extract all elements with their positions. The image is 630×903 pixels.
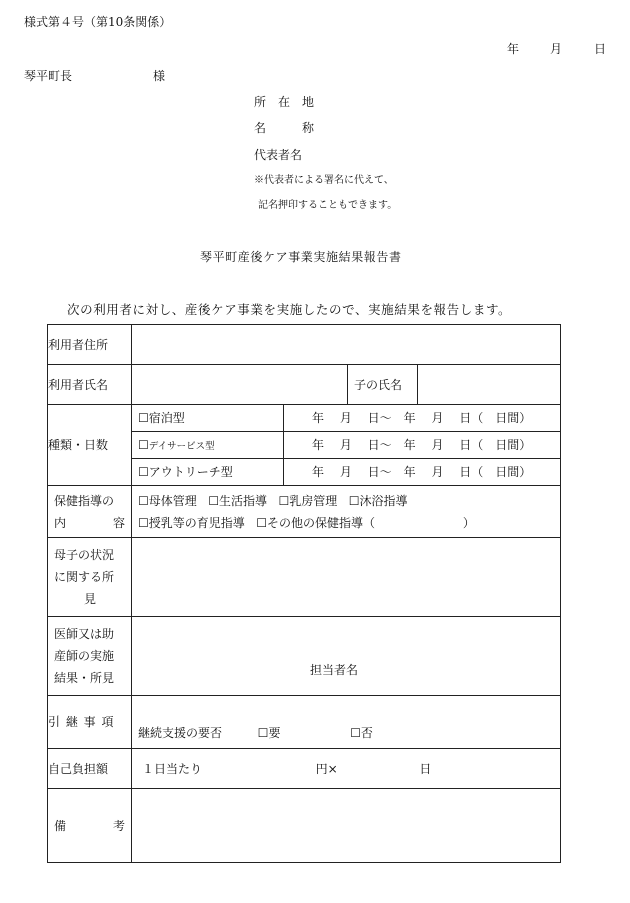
row-user-name: [48, 365, 561, 405]
days-label: 日: [419, 761, 432, 776]
user-address-field[interactable]: [132, 325, 561, 365]
row-guidance: [48, 486, 561, 538]
remarks-label-char-a: 備: [54, 818, 67, 833]
remarks-label-spread: [48, 820, 131, 832]
handover-field: [132, 696, 561, 749]
addressee-honorific: 様: [153, 69, 166, 83]
guidance-option-maternal[interactable]: [138, 494, 197, 508]
checkbox-breast[interactable]: ☐: [278, 493, 290, 508]
remarks-label-char-b: 考: [112, 818, 125, 833]
row-type-stay: [48, 405, 561, 432]
guidance-life-label: 生活指導: [219, 493, 268, 508]
guidance-maternal-label: 母体管理: [148, 493, 197, 508]
checkbox-outreach[interactable]: ☐: [138, 465, 149, 479]
checkbox-other[interactable]: ☐: [256, 515, 267, 530]
name-label: 名 称: [254, 121, 315, 135]
guidance-label-char-b: 容: [112, 515, 125, 530]
checkbox-maternal[interactable]: ☐: [138, 493, 149, 508]
guidance-option-bathing[interactable]: [349, 494, 408, 508]
type-stay-option[interactable]: [132, 405, 284, 432]
user-name-label: 利用者氏名: [48, 365, 132, 405]
doctor-label-line2: 産師の実施: [54, 649, 115, 663]
support-needed-label: 継続支援の要否: [138, 726, 223, 740]
period-day-service[interactable]: 年 月 日～ 年 月 日（ 日間）: [284, 432, 561, 459]
condition-label-line3: 見: [84, 592, 97, 606]
period-outreach[interactable]: 年 月 日～ 年 月 日（ 日間）: [284, 459, 561, 486]
type-outreach-label: アウトリーチ型: [148, 465, 233, 479]
guidance-bathing-label: 沐浴指導: [359, 493, 408, 508]
date-day-label: 日: [594, 42, 607, 56]
checkbox-day-service[interactable]: ☐: [138, 437, 149, 452]
guidance-option-other[interactable]: [256, 516, 375, 530]
copay-field[interactable]: [132, 749, 561, 789]
type-day-service-option[interactable]: [132, 432, 284, 459]
guidance-label-line2: [54, 517, 125, 529]
checkbox-yes[interactable]: ☐: [257, 726, 269, 740]
guidance-options: [132, 486, 561, 538]
checkbox-stay[interactable]: ☐: [138, 411, 149, 425]
type-stay-label: 宿泊型: [148, 411, 185, 425]
document-title: 琴平町産後ケア事業実施結果報告書: [200, 250, 402, 264]
remarks-label: [48, 789, 132, 863]
period-stay[interactable]: 年 月 日～ 年 月 日（ 日間）: [284, 405, 561, 432]
row-condition: [48, 538, 561, 617]
child-name-field[interactable]: [418, 365, 561, 405]
doctor-label: [48, 617, 132, 696]
addressee: 琴平町長: [24, 69, 73, 83]
intro-text: 次の利用者に対し、産後ケア事業を実施したので、実施結果を報告します。: [67, 302, 512, 317]
support-yes-label: 要: [268, 726, 281, 740]
signature-note-2: 記名押印することもできます。: [258, 200, 398, 211]
guidance-other-close: ）: [462, 515, 475, 530]
doctor-label-line3: 結果・所見: [54, 671, 115, 685]
guidance-options-line1: [138, 495, 560, 507]
date-year-label: 年: [507, 42, 520, 56]
date-month-label: 月: [550, 42, 563, 56]
support-no-option[interactable]: [350, 726, 373, 740]
guidance-label-char-a: 内: [54, 515, 67, 530]
guidance-option-life[interactable]: [208, 494, 267, 508]
checkbox-no[interactable]: ☐: [350, 726, 361, 740]
doctor-field[interactable]: [132, 617, 561, 696]
guidance-breast-label: 乳房管理: [289, 493, 338, 508]
guidance-other-label: その他の保健指導（: [267, 515, 376, 530]
checkbox-bathing[interactable]: ☐: [348, 493, 360, 508]
guidance-label-line1: 保健指導の: [54, 493, 115, 508]
condition-label-line1: 母子の状況: [54, 548, 115, 562]
handover-label: 引 継 事 項: [48, 696, 132, 749]
support-no-label: 否: [360, 726, 373, 740]
condition-field[interactable]: [132, 538, 561, 617]
type-days-label: 種類・日数: [48, 405, 132, 486]
row-remarks: [48, 789, 561, 863]
user-address-label: 利用者住所: [48, 325, 132, 365]
address-label: 所 在 地: [254, 95, 315, 109]
per-day-label: １日当たり: [142, 761, 203, 776]
user-name-field[interactable]: [132, 365, 348, 405]
type-day-service-label: デイサービス型: [148, 440, 215, 452]
guidance-option-childcare[interactable]: [138, 516, 245, 530]
guidance-option-breast[interactable]: [278, 494, 337, 508]
row-handover: [48, 696, 561, 749]
signature-note-1: ※代表者による署名に代えて、: [254, 175, 394, 186]
form-number: 様式第４号（第10条関係）: [24, 15, 172, 29]
person-in-charge-label: 担当者名: [310, 663, 359, 677]
checkbox-childcare[interactable]: ☐: [138, 515, 149, 530]
row-user-address: [48, 325, 561, 365]
yen-times-label: 円×: [315, 761, 338, 776]
row-copay: [48, 749, 561, 789]
representative-label: 代表者名: [254, 148, 303, 162]
support-yes-option[interactable]: [258, 726, 281, 740]
guidance-childcare-label: 授乳等の育児指導: [148, 515, 245, 530]
row-doctor: [48, 617, 561, 696]
type-outreach-option[interactable]: [132, 459, 284, 486]
remarks-field[interactable]: [132, 789, 561, 863]
copay-label: 自己負担額: [48, 749, 132, 789]
checkbox-life[interactable]: ☐: [208, 493, 219, 508]
condition-label-line2: に関する所: [54, 570, 115, 584]
child-name-label: 子の氏名: [348, 365, 418, 405]
guidance-options-line2: [138, 517, 560, 529]
guidance-label: [48, 486, 132, 538]
report-table: [47, 324, 561, 863]
doctor-label-line1: 医師又は助: [54, 627, 115, 641]
condition-label: [48, 538, 132, 617]
